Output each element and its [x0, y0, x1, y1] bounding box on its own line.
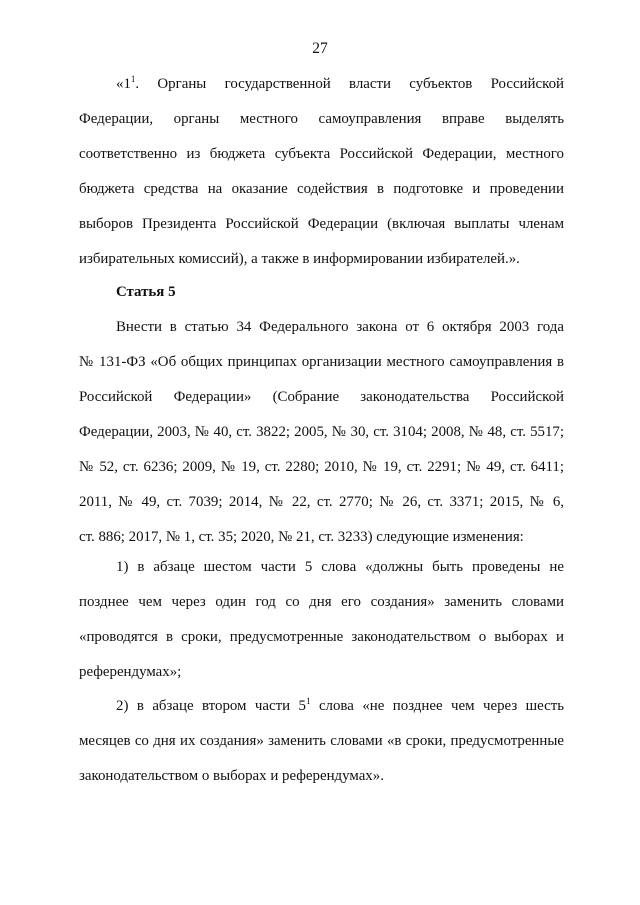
paragraph-amendment-1-1	[79, 67, 564, 277]
text-line: ст. 886; 2017, № 1, ст. 35; 2020, № 21, ст. 3233) следующие изменения:	[79, 529, 524, 545]
text-line: избирательных комиссий), а также в информировании избирателей.».	[79, 251, 520, 267]
text-line: Федерации, органы местного самоуправления вправе выделять	[79, 111, 564, 127]
list-item-2	[79, 689, 564, 794]
paragraph-article-5	[79, 310, 564, 555]
text-line	[79, 67, 564, 102]
text-line: Федерации, 2003, № 40, ст. 3822; 2005, № 30, ст. 3104; 2008, № 48, ст. 5517;	[79, 424, 564, 440]
text-line: месяцев со дня их создания» заменить словами «в сроки, предусмотренные	[79, 733, 564, 749]
text-span: «1	[116, 76, 131, 92]
text-line: № 131-ФЗ «Об общих принципах организации местного самоуправления в	[79, 354, 564, 370]
article-heading: Статья 5	[116, 284, 176, 300]
text-line: референдумах»;	[79, 664, 182, 680]
text-line: соответственно из бюджета субъекта Российской Федерации, местного	[79, 146, 564, 162]
text-line: «проводятся в сроки, предусмотренные законодательством о выборах и	[79, 629, 564, 645]
text-line: бюджета средства на оказание содействия в подготовке и проведении	[79, 181, 564, 197]
superscript: 1	[130, 74, 136, 84]
text-line: № 52, ст. 6236; 2009, № 19, ст. 2280; 2010, № 19, ст. 2291; № 49, ст. 6411;	[79, 459, 564, 475]
list-item-1	[79, 550, 564, 690]
text-line: позднее чем через один год со дня его создания» заменить словами	[79, 594, 564, 610]
text-line: 1) в абзаце шестом части 5 слова «должны быть проведены не	[116, 559, 564, 575]
text-span: слова «не позднее чем через шесть	[310, 698, 564, 714]
text-span: 2) в абзаце втором части 5	[116, 698, 306, 714]
text-span: . Органы государственной власти субъектов Российской	[135, 76, 564, 92]
text-line	[79, 689, 564, 724]
text-line: Российской Федерации» (Собрание законодательства Российской	[79, 389, 564, 405]
text-line: 2011, № 49, ст. 7039; 2014, № 22, ст. 2770; № 26, ст. 3371; 2015, № 6,	[79, 494, 564, 510]
page-number: 27	[312, 40, 328, 57]
superscript: 1	[306, 696, 311, 706]
text-line: законодательством о выборах и референдумах».	[79, 768, 384, 784]
text-line: Внести в статью 34 Федерального закона от 6 октября 2003 года	[116, 319, 564, 335]
text-line: выборов Президента Российской Федерации (включая выплаты членам	[79, 216, 564, 232]
